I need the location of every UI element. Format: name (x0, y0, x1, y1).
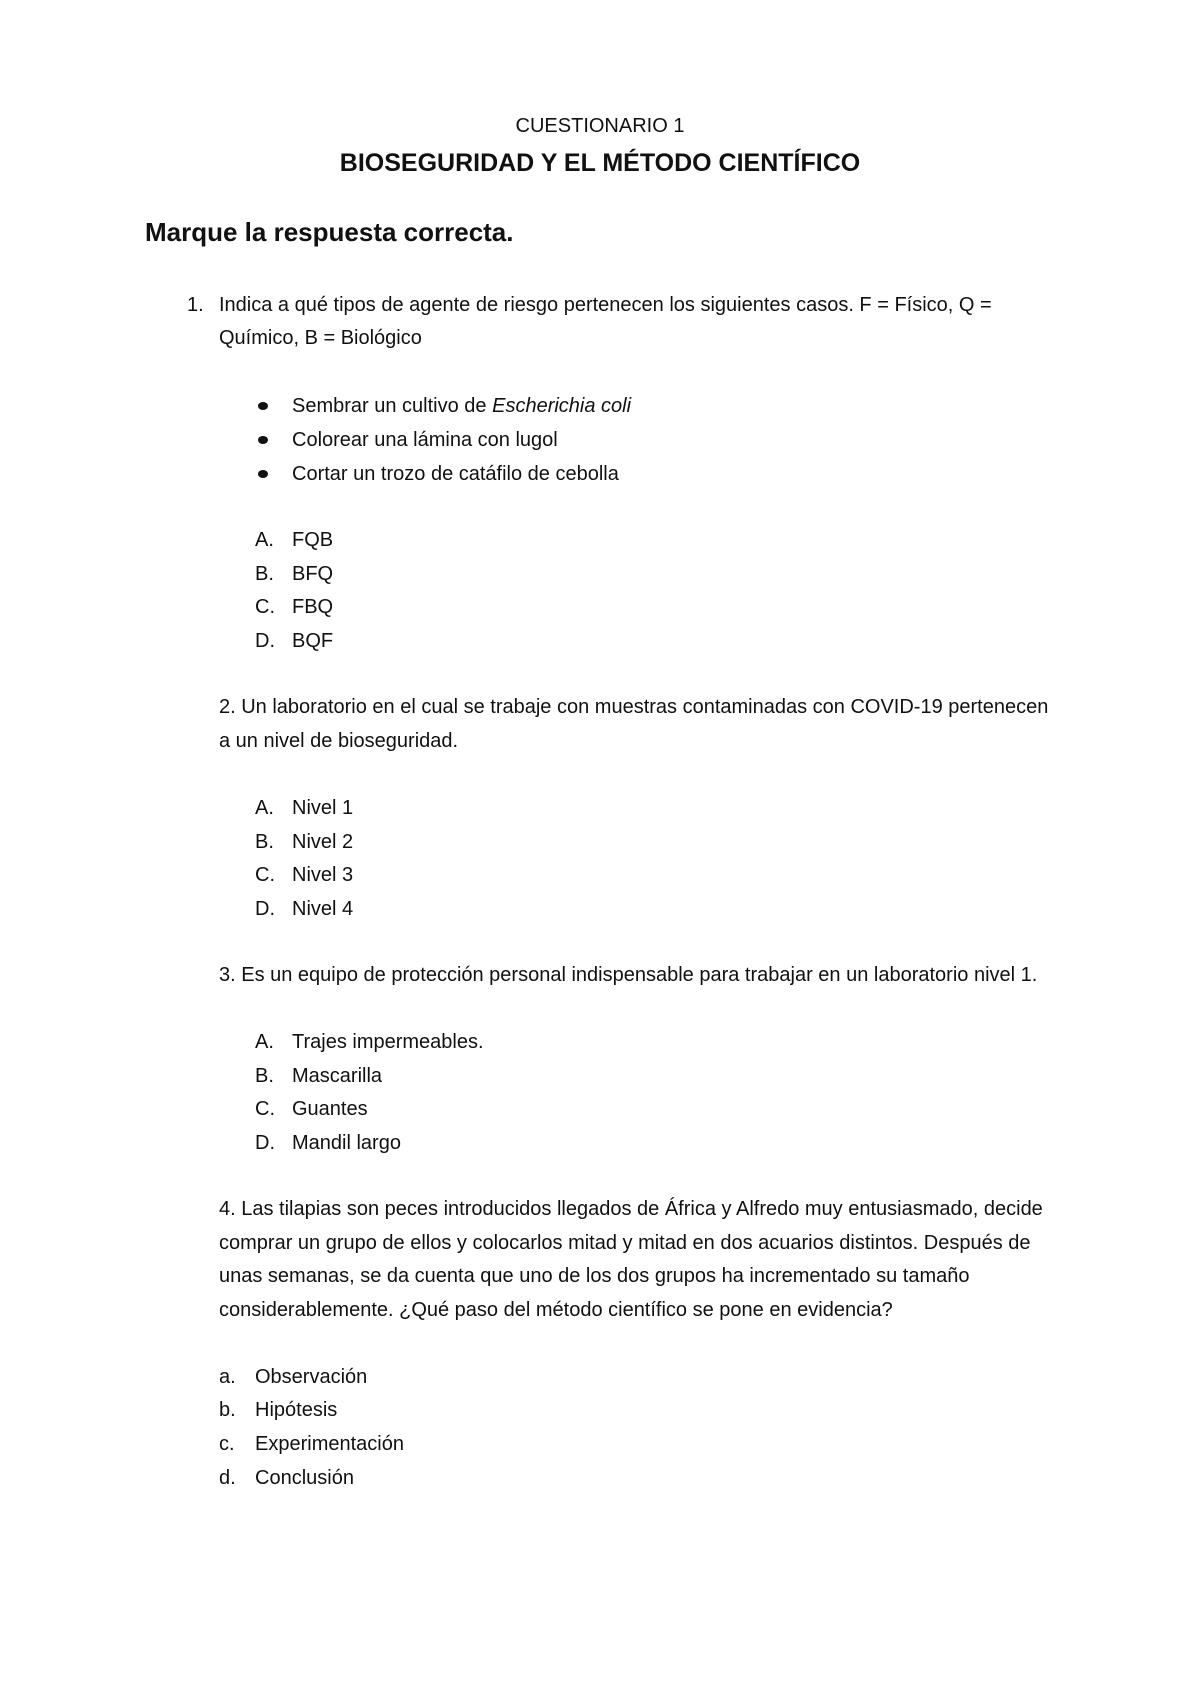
option-text: Mascarilla (292, 1065, 383, 1087)
option-text: Experimentación (255, 1433, 404, 1455)
question-text-line: a un nivel de bioseguridad. (219, 730, 459, 752)
option-text: Trajes impermeables. (292, 1031, 484, 1053)
option-letter: C. (255, 864, 275, 886)
option-letter: a. (219, 1366, 236, 1388)
question-text-line: Indica a qué tipos de agente de riesgo pertenecen los siguientes casos. F = Físico, Q = (219, 294, 992, 316)
bullet-dot (258, 402, 268, 410)
option-letter: d. (219, 1467, 236, 1489)
option-text: Hipótesis (255, 1399, 338, 1421)
option-text: Conclusión (255, 1467, 354, 1489)
question-text-line: 4. Las tilapias son peces introducidos llegados de África y Alfredo muy entusiasmado, decide (219, 1198, 1043, 1220)
option-text: FQB (292, 529, 334, 551)
option-letter: A. (255, 1031, 274, 1053)
option-text: Observación (255, 1366, 368, 1388)
option-letter: B. (255, 1065, 274, 1087)
bullet-item: Cortar un trozo de catáfilo de cebolla (292, 463, 619, 485)
question-text-line: 3. Es un equipo de protección personal indispensable para trabajar en un laboratorio nivel 1. (219, 964, 1038, 986)
option-letter: D. (255, 898, 275, 920)
bullet-item: Sembrar un cultivo de Escherichia coli (292, 395, 632, 417)
option-letter: A. (255, 797, 274, 819)
option-letter: D. (255, 1132, 275, 1154)
option-text: Nivel 1 (292, 797, 354, 819)
instruction-heading: Marque la respuesta correcta. (145, 217, 514, 247)
document-subtitle: CUESTIONARIO 1 (515, 115, 685, 137)
question-text-line: unas semanas, se da cuenta que uno de los dos grupos ha incrementado su tamaño (219, 1265, 970, 1287)
bullet-dot (258, 470, 268, 478)
option-letter: B. (255, 831, 274, 853)
species-name: Escherichia coli (492, 395, 632, 417)
question-number: 1. (187, 294, 204, 316)
question-text-line: considerablemente. ¿Qué paso del método científico se pone en evidencia? (219, 1299, 893, 1321)
option-text: BQF (292, 630, 334, 652)
option-text: Mandil largo (292, 1132, 401, 1154)
question-text-line: comprar un grupo de ellos y colocarlos mitad y mitad en dos acuarios distintos. Después de (219, 1232, 1031, 1254)
option-text: Nivel 2 (292, 831, 354, 853)
option-letter: D. (255, 630, 275, 652)
option-letter: A. (255, 529, 274, 551)
bullet-dot (258, 436, 268, 444)
question-text-line: Químico, B = Biológico (219, 327, 422, 349)
document-title: BIOSEGURIDAD Y EL MÉTODO CIENTÍFICO (339, 149, 861, 177)
option-text: Guantes (292, 1098, 368, 1120)
option-letter: c. (219, 1433, 235, 1455)
option-letter: b. (219, 1399, 236, 1421)
option-letter: C. (255, 1098, 275, 1120)
bullet-item: Colorear una lámina con lugol (292, 429, 558, 451)
option-text: Nivel 4 (292, 898, 354, 920)
option-text: Nivel 3 (292, 864, 354, 886)
option-letter: C. (255, 596, 275, 618)
option-text: FBQ (292, 596, 334, 618)
option-text: BFQ (292, 563, 334, 585)
question-text-line: 2. Un laboratorio en el cual se trabaje con muestras contaminadas con COVID-19 pertenecen (219, 696, 1049, 718)
option-letter: B. (255, 563, 274, 585)
